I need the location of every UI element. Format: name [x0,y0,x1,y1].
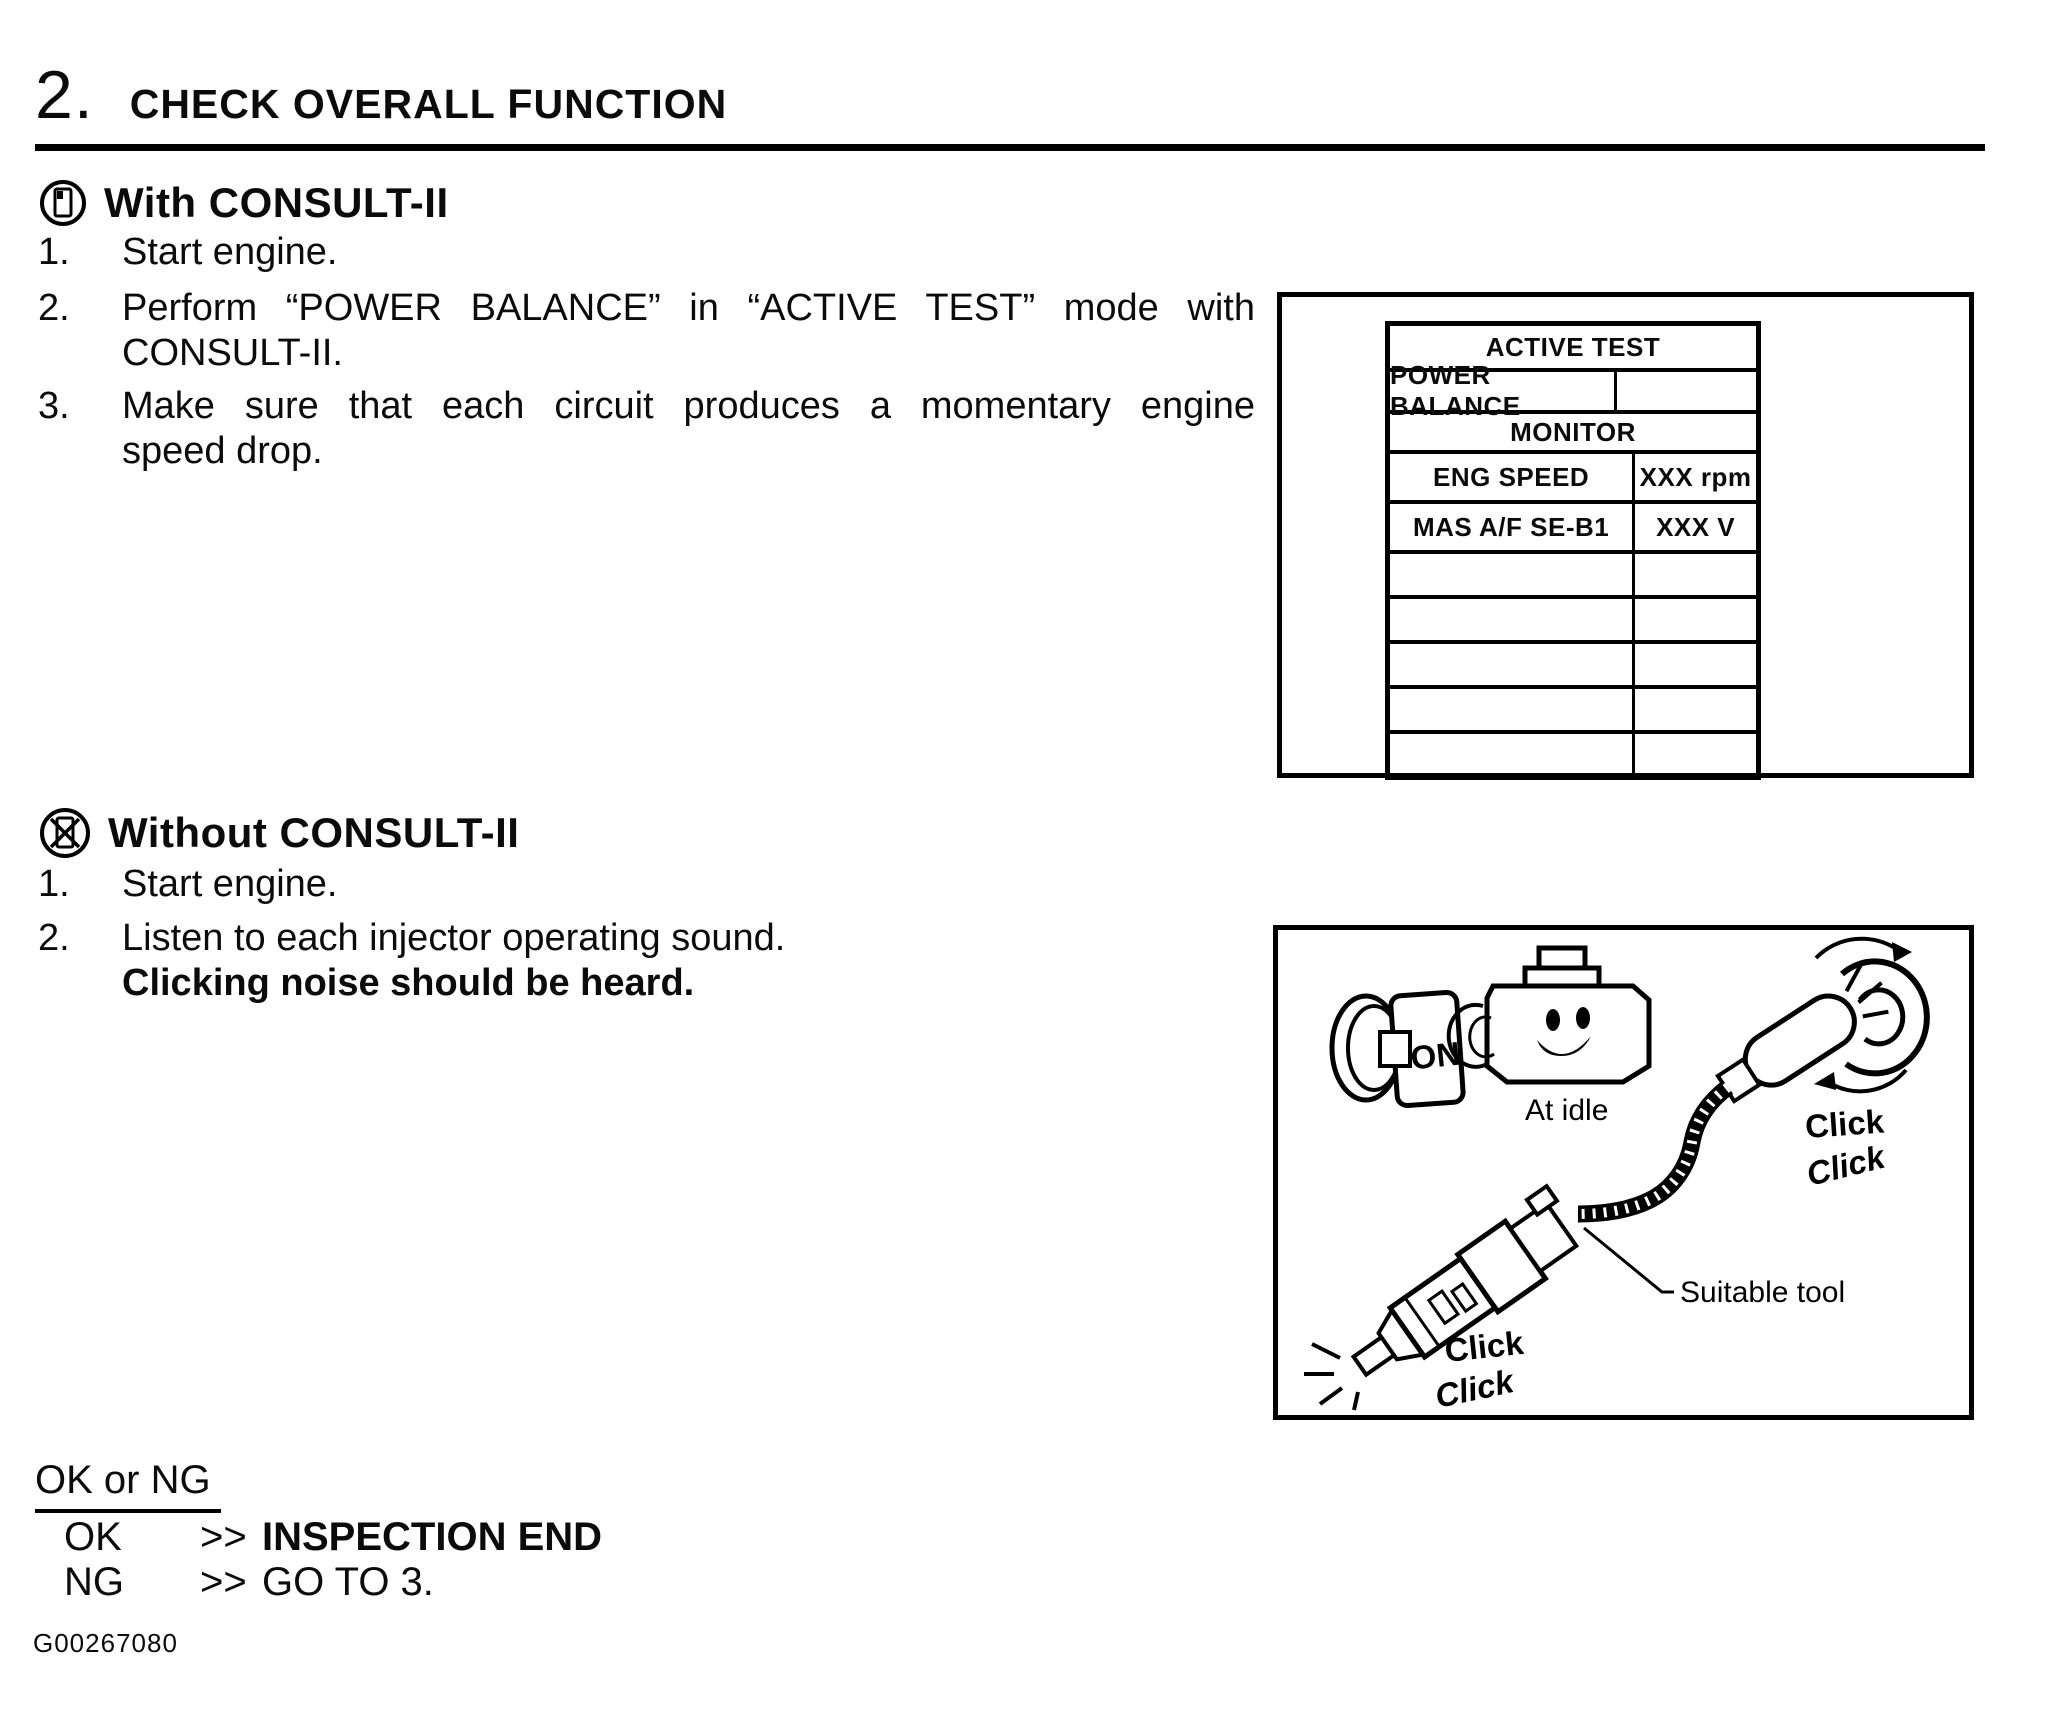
section-title: CHECK OVERALL FUNCTION [129,81,728,127]
result-status: OK [64,1515,122,1559]
test-name-cell: POWER BALANCE [1390,372,1617,410]
test-value-cell [1617,372,1756,410]
ear-click-label-1: Click [1803,1102,1886,1145]
step-text: Start engine. [122,863,338,905]
monitor-value-cell [1635,689,1756,730]
active-test-header-cell: ACTIVE TEST [1485,331,1661,362]
monitor-value-cell [1635,599,1756,640]
title-divider [35,144,1985,151]
monitor-value-cell [1635,644,1756,685]
step-number: 3. [38,385,70,427]
suitable-tool-label: Suitable tool [1680,1276,1846,1309]
with-consult-step-2 [38,286,1255,376]
without-consult-heading-label: Without CONSULT-II [108,809,520,856]
monitor-value-cell [1635,734,1756,775]
monitor-value-cell [1635,554,1756,595]
step-text-line-2: speed drop. [122,430,323,472]
monitor-header-cell: MONITOR [1510,416,1636,447]
consult-ii-tool-icon [38,178,88,228]
key-on-label: ON [1408,1034,1462,1077]
without-consult-step-2 [38,916,1255,1006]
at-idle-label: At idle [1525,1094,1609,1127]
with-consult-step-3 [38,384,1255,474]
engine-cartoon [1449,948,1649,1127]
injector-illustration [1278,930,1969,1415]
step-number: 1. [38,863,70,905]
result-action: INSPECTION END [262,1515,603,1559]
click-sound-lines-injector [1304,1344,1358,1410]
section-number: 2. [35,57,94,133]
screwdriver-graphic [1710,961,1898,1110]
without-consult-step-1 [38,862,1255,907]
monitor-label-cell: MAS A/F SE-B1 [1390,504,1635,550]
result-arrow: >> [200,1515,247,1559]
result-action: GO TO 3. [262,1560,434,1604]
monitor-label-cell: ENG SPEED [1390,454,1635,500]
step-text-line-2: CONSULT-II. [122,332,343,374]
monitor-label-cell [1390,734,1635,775]
step-text-line-1: Listen to each injector operating sound. [122,917,786,959]
figure-id: G00267080 [33,1628,178,1658]
consult-screen-table [1385,321,1761,780]
ignition-key-icon [1332,992,1464,1106]
monitor-label-cell [1390,644,1635,685]
with-consult-step-1 [38,230,1255,275]
injector-listening-figure [1273,925,1974,1420]
monitor-label-cell [1390,554,1635,595]
result-row-ng [64,1560,434,1605]
monitor-value-cell: XXX rpm [1639,461,1752,492]
injector-click-label-1: Click [1442,1323,1526,1369]
step-text-bold-line: Clicking noise should be heard. [122,962,695,1004]
result-arrow: >> [200,1560,247,1604]
page-title [35,56,727,134]
step-text-line-1: Make sure that each circuit produces a momentary engine [122,385,1255,427]
ear-click-label-2: Click [1802,1137,1889,1193]
monitor-value-cell: XXX V [1656,511,1736,542]
step-number: 2. [38,287,70,329]
result-heading: OK or NG [35,1458,221,1513]
result-row-ok [64,1515,602,1560]
monitor-label-cell [1390,689,1635,730]
monitor-label-cell [1390,599,1635,640]
no-consult-ii-tool-icon [38,806,92,860]
with-consult-heading [38,178,449,228]
injector-click-label-2: Click [1431,1362,1517,1415]
result-status: NG [64,1560,124,1604]
step-number: 2. [38,917,70,959]
consult-screen-figure [1277,292,1974,778]
step-text: Start engine. [122,231,338,273]
with-consult-heading-label: With CONSULT-II [104,179,449,226]
leader-line [1584,1228,1674,1292]
step-number: 1. [38,231,70,273]
without-consult-heading [38,806,519,860]
step-text-line-1: Perform “POWER BALANCE” in “ACTIVE TEST” mode with [122,287,1255,329]
